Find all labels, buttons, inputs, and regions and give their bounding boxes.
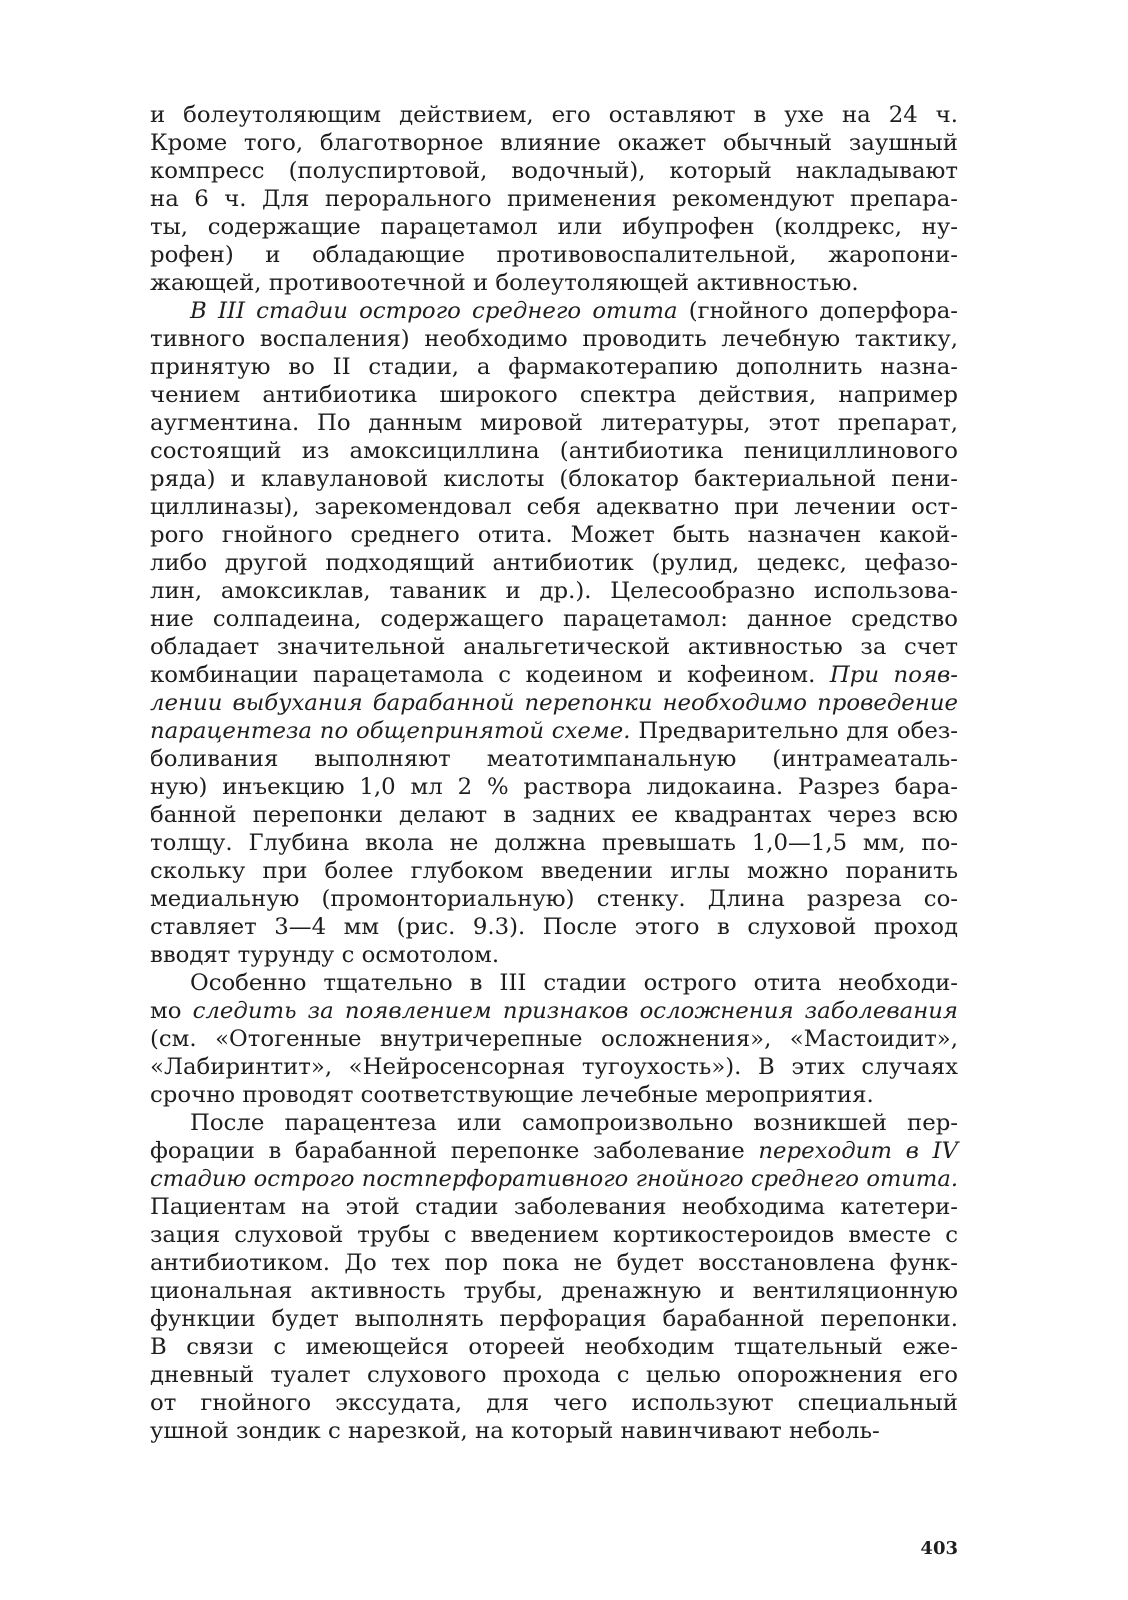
text-segment: чением антибиотика широкого спектра действия, например xyxy=(150,382,958,408)
italic-text: лении выбухания барабанной перепонки необходимо проведение xyxy=(150,690,958,716)
text-line xyxy=(150,493,958,521)
text-line xyxy=(150,1193,958,1221)
text-line xyxy=(150,297,958,325)
text-line xyxy=(150,1081,958,1109)
text-segment: После парацентеза или самопроизвольно возникшей пер- xyxy=(190,1110,958,1136)
text-segment: Кроме того, благотворное влияние окажет обычный заушный xyxy=(150,130,958,156)
text-segment: «Лабиринтит», «Нейросенсорная тугоухость»). В этих случаях xyxy=(150,1054,958,1080)
text-line xyxy=(150,213,958,241)
text-segment: боливания выполняют меатотимпанальную (интрамеаталь- xyxy=(150,746,958,772)
text-line xyxy=(150,465,958,493)
text-line xyxy=(150,521,958,549)
page-number: 403 xyxy=(920,1538,958,1559)
text-line xyxy=(150,129,958,157)
text-segment: обладает значительной анальгетической активностью за счет xyxy=(150,634,958,660)
text-line xyxy=(150,241,958,269)
text-segment: состоящий из амоксициллина (антибиотика пенициллинового xyxy=(150,438,958,464)
text-segment: срочно проводят соответствующие лечебные мероприятия. xyxy=(150,1082,874,1108)
text-line xyxy=(150,185,958,213)
text-line xyxy=(150,1025,958,1053)
text-segment: принятую во II стадии, а фармакотерапию дополнить назна- xyxy=(150,354,958,380)
text-line xyxy=(150,1277,958,1305)
text-line xyxy=(150,381,958,409)
text-segment: лин, амоксиклав, таваник и др.). Целесообразно использова- xyxy=(150,578,958,604)
text-line xyxy=(150,1137,958,1165)
text-line xyxy=(150,325,958,353)
text-segment: ты, содержащие парацетамол или ибупрофен (колдрекс, ну- xyxy=(150,214,958,240)
text-line xyxy=(150,1361,958,1389)
text-line xyxy=(150,1221,958,1249)
text-line xyxy=(150,1389,958,1417)
body-text xyxy=(150,101,958,1445)
italic-text: парацентеза по общепринятой схеме. xyxy=(150,718,631,744)
text-segment: медиальную (промонториальную) стенку. Длина разреза со- xyxy=(150,886,958,912)
text-line xyxy=(150,997,958,1025)
text-line xyxy=(150,801,958,829)
text-line xyxy=(150,269,958,297)
text-line xyxy=(150,1109,958,1137)
text-line xyxy=(150,913,958,941)
text-segment: жающей, противоотечной и болеутоляющей активностью. xyxy=(150,270,859,296)
text-segment: Пациентам на этой стадии заболевания необходима катетери- xyxy=(150,1194,958,1220)
text-segment: Особенно тщательно в III стадии острого отита необходи- xyxy=(190,970,958,996)
text-line xyxy=(150,1417,958,1445)
text-segment: циональная активность трубы, дренажную и вентиляционную xyxy=(150,1278,958,1304)
text-line xyxy=(150,605,958,633)
text-segment: ушной зондик с нарезкой, на который навинчивают неболь- xyxy=(150,1418,880,1444)
text-line xyxy=(150,577,958,605)
text-segment: вводят турунду с осмотолом. xyxy=(150,942,500,968)
text-segment: аугментина. По данным мировой литературы, этот препарат, xyxy=(150,410,958,436)
text-segment: дневный туалет слухового прохода с целью опорожнения его xyxy=(150,1362,958,1388)
text-line xyxy=(150,941,958,969)
text-segment: ние солпадеина, содержащего парацетамол: данное средство xyxy=(150,606,958,632)
italic-text: В III стадии острого среднего отита xyxy=(190,298,678,324)
italic-text: стадию острого постперфоративного гнойного среднего отита. xyxy=(150,1166,958,1192)
text-segment: ную) инъекцию 1,0 мл 2 % раствора лидокаина. Разрез бара- xyxy=(150,774,958,800)
text-line xyxy=(150,1165,958,1193)
text-segment: функции будет выполнять перфорация барабанной перепонки. xyxy=(150,1306,958,1332)
text-segment: мо xyxy=(150,998,193,1024)
text-line xyxy=(150,1305,958,1333)
text-segment: рого гнойного среднего отита. Может быть назначен какой- xyxy=(150,522,958,548)
text-line xyxy=(150,717,958,745)
italic-text: переходит в IV xyxy=(758,1138,958,1164)
text-line xyxy=(150,829,958,857)
text-line xyxy=(150,157,958,185)
text-line xyxy=(150,101,958,129)
text-line xyxy=(150,1053,958,1081)
text-line xyxy=(150,745,958,773)
text-segment: циллиназы), зарекомендовал себя адекватно при лечении ост- xyxy=(150,494,958,520)
text-segment: толщу. Глубина вкола не должна превышать 1,0—1,5 мм, по- xyxy=(150,830,958,856)
text-segment: ряда) и клавулановой кислоты (блокатор бактериальной пени- xyxy=(150,466,958,492)
text-segment: и болеутоляющим действием, его оставляют в ухе на 24 ч. xyxy=(150,102,958,128)
text-segment: (см. «Отогенные внутричерепные осложнения», «Мастоидит», xyxy=(150,1026,958,1052)
text-segment: тивного воспаления) необходимо проводить лечебную тактику, xyxy=(150,326,958,352)
text-line xyxy=(150,857,958,885)
text-line xyxy=(150,969,958,997)
text-line xyxy=(150,1333,958,1361)
text-line xyxy=(150,885,958,913)
text-line xyxy=(150,1249,958,1277)
text-segment: комбинации парацетамола с кодеином и кофеином. xyxy=(150,662,830,688)
text-line xyxy=(150,353,958,381)
text-segment: ставляет 3—4 мм (рис. 9.3). После этого в слуховой проход xyxy=(150,914,958,940)
text-segment: Предварительно для обез- xyxy=(630,718,958,744)
text-line xyxy=(150,549,958,577)
text-line xyxy=(150,633,958,661)
text-segment: (гнойного доперфора- xyxy=(677,298,959,324)
text-line xyxy=(150,689,958,717)
text-line xyxy=(150,409,958,437)
text-segment: форации в барабанной перепонке заболевание xyxy=(150,1138,759,1164)
text-line xyxy=(150,773,958,801)
text-line xyxy=(150,437,958,465)
text-segment: компресс (полуспиртовой, водочный), который накладывают xyxy=(150,158,958,184)
text-segment: В связи с имеющейся отореей необходим тщательный еже- xyxy=(150,1334,958,1360)
text-line xyxy=(150,661,958,689)
text-segment: банной перепонки делают в задних ее квадрантах через всю xyxy=(150,802,958,828)
text-segment: скольку при более глубоком введении иглы можно поранить xyxy=(150,858,958,884)
text-segment: антибиотиком. До тех пор пока не будет восстановлена функ- xyxy=(150,1250,958,1276)
italic-text: следить за появлением признаков осложнения заболевания xyxy=(192,998,958,1024)
text-segment: либо другой подходящий антибиотик (рулид, цедекс, цефазо- xyxy=(150,550,958,576)
text-segment: на 6 ч. Для перорального применения рекомендуют препара- xyxy=(150,186,958,212)
text-segment: от гнойного экссудата, для чего используют специальный xyxy=(150,1390,958,1416)
text-segment: зация слуховой трубы с введением кортикостероидов вместе с xyxy=(150,1222,958,1248)
text-segment: рофен) и обладающие противовоспалительной, жаропони- xyxy=(150,242,958,268)
italic-text: При появ- xyxy=(829,662,959,688)
